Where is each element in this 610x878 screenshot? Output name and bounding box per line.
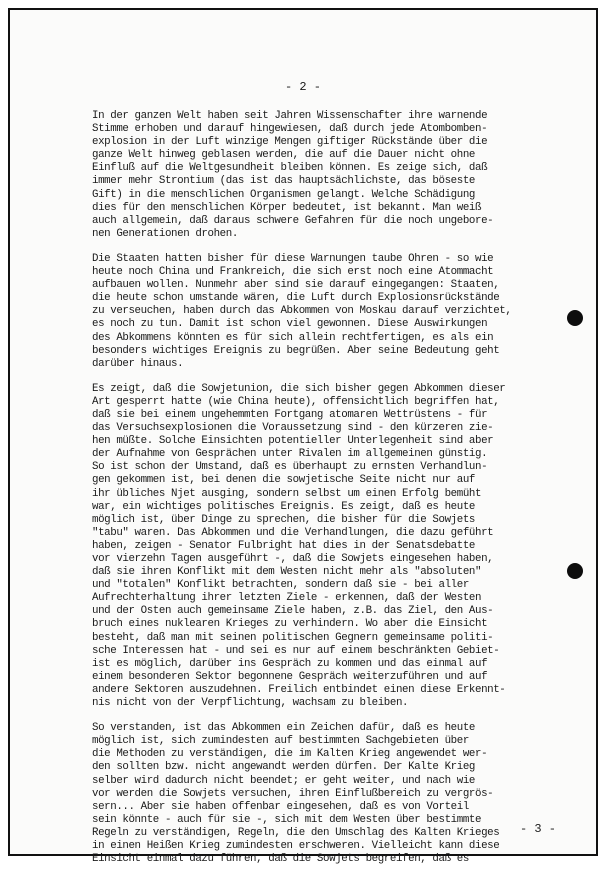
text-line: und der Osten auch gemeinsame Ziele haben, z.B. das Ziel, den Aus- bbox=[92, 605, 494, 618]
text-line: es noch zu tun. Damit ist schon viel gewonnen. Diese Auswirkungen bbox=[92, 318, 488, 331]
text-line: ganze Welt hinweg geblasen werden, die auf die Dauer nicht ohne bbox=[92, 149, 475, 162]
text-line: Aufrechterhaltung ihrer letzten Ziele - erkennen, daß der Westen bbox=[92, 592, 482, 605]
text-line: der Aufnahme von Gesprächen unter Rivalen im allgemeinen günstig. bbox=[92, 448, 488, 461]
text-line: hen müßte. Solche Einsichten potentieller Unterlegenheit sind aber bbox=[92, 435, 494, 448]
page-number-top: - 2 - bbox=[284, 80, 321, 94]
text-line: zu verseuchen, haben durch das Abkommen von Moskau darauf verzichtet, bbox=[92, 305, 512, 318]
text-line: Regeln zu verständigen, Regeln, die den Umschlag des Kalten Krieges bbox=[92, 826, 500, 839]
text-line: des Abkommens könnten es für sich allein rechtfertigen, es als ein bbox=[92, 331, 494, 344]
text-line: vor werden die Sowjets versuchen, ihren Einflußbereich zu vergrös- bbox=[92, 787, 494, 800]
text-line: ihr übliches Njet ausging, sondern selbst um einen Erfolg bemüht bbox=[92, 487, 482, 500]
text-line: besonders wichtiges Ereignis zu begrüßen. Aber seine Bedeutung geht bbox=[92, 344, 500, 357]
text-line: nis nicht von der Verpflichtung, wachsam zu bleiben. bbox=[92, 697, 409, 710]
text-line: Einfluß auf die Weltgesundheit bleiben können. Es zeige sich, daß bbox=[92, 162, 488, 175]
document-page bbox=[8, 8, 598, 866]
text-line: die Methoden zu verständigen, die im Kalten Krieg angewendet wer- bbox=[92, 748, 488, 761]
text-line: den sollten bzw. nicht angewandt werden dürfen. Der Kalte Krieg bbox=[92, 761, 475, 774]
text-line: selber wird dadurch nicht beendet; er geht weiter, und nach wie bbox=[92, 774, 475, 787]
text-line: Einsicht einmal dazu führen, daß die Sowjets begreifen, daß es bbox=[92, 853, 469, 866]
page-number-bottom: - 3 - bbox=[519, 822, 556, 836]
text-line: möglich ist, über Dinge zu sprechen, die bisher für die Sowjets bbox=[92, 513, 475, 526]
text-line: haben, zeigen - Senator Fulbright hat dies in der Senatsdebatte bbox=[92, 539, 475, 552]
text-line: aufbauen wollen. Nunmehr aber sind sie darauf eingegangen: Staaten, bbox=[92, 279, 500, 292]
text-line: explosion in der Luft winzige Mengen giftiger Rückstände über die bbox=[92, 136, 488, 149]
text-line: vor vierzehn Tagen ausgeführt -, daß die Sowjets eingesehen haben, bbox=[92, 553, 494, 565]
paragraph-4 bbox=[92, 722, 567, 866]
text-line: Es zeigt, daß die Sowjetunion, die sich bisher gegen Abkommen dieser bbox=[92, 382, 506, 395]
text-line: die heute schon umstande wären, die Luft durch Explosionsrückstände bbox=[92, 292, 500, 305]
text-line: in einen Heißen Krieg zumindesten erschweren. Vielleicht kann diese bbox=[92, 839, 500, 852]
text-line: Stimme erhoben und darauf hingewiesen, daß durch jede Atombomben- bbox=[92, 123, 488, 136]
text-line: daß sie bei einem ungehemmten Fortgang atomaren Wettrüstens - für bbox=[92, 408, 488, 421]
paragraph-2 bbox=[92, 253, 567, 371]
paragraph-3 bbox=[92, 383, 567, 710]
text-line: dies für den menschlichen Körper bedeutet, ist bekannt. Man weiß bbox=[92, 201, 482, 214]
text-line: bruch eines nuklearen Krieges zu verhindern. Wo aber die Einsicht bbox=[92, 618, 488, 631]
text-line: einem besonderen Sektor begonnene Gespräch weiterzuführen und auf bbox=[92, 670, 488, 683]
text-line: nen Generationen drohen. bbox=[92, 227, 238, 240]
body-text bbox=[92, 110, 567, 878]
text-line: Gift) in die menschlichen Organismen gelangt. Welche Schädigung bbox=[92, 188, 475, 201]
text-line: So verstanden, ist das Abkommen ein Zeichen dafür, daß es heute bbox=[92, 722, 475, 735]
text-line: war, ein wichtiges politisches Ereignis. Es zeigt, daß es heute bbox=[92, 500, 475, 513]
text-line: "tabu" waren. Das Abkommen und die Verhandlungen, die dazu geführt bbox=[92, 526, 494, 539]
text-line: immer mehr Strontium (das ist das hauptsächlichste, das böseste bbox=[92, 175, 475, 188]
text-line: andere Sektoren auszudehnen. Freilich entbindet einen diese Erkennt- bbox=[92, 683, 506, 696]
text-line: auch allgemein, daß daraus schwere Gefahren für die noch ungebore- bbox=[92, 214, 494, 227]
text-line: daß sie ihren Konflikt mit dem Westen nicht mehr als "absoluten" bbox=[92, 566, 482, 579]
text-line: gen gekommen ist, bei denen die sowjetische Seite nicht nur auf bbox=[92, 474, 475, 487]
text-line: ist es möglich, darüber ins Gespräch zu kommen und das einmal auf bbox=[92, 657, 488, 670]
text-line: heute noch China und Frankreich, die sich erst noch eine Atommacht bbox=[92, 266, 494, 279]
text-line: sche Interessen hat - und sei es nur auf einem beschränkten Gebiet- bbox=[92, 644, 500, 657]
text-line: Die Staaten hatten bisher für diese Warnungen taube Ohren - so wie bbox=[92, 252, 494, 265]
text-line: sern... Aber sie haben offenbar eingesehen, daß es von Vorteil bbox=[92, 800, 469, 813]
paragraph-1 bbox=[92, 110, 567, 241]
text-line: und "totalen" Konflikt betrachten, sondern daß sie - bei aller bbox=[92, 579, 469, 592]
text-line: Art gesperrt hatte (wie China heute), offensichtlich begriffen hat, bbox=[92, 395, 500, 408]
punch-hole-mark bbox=[567, 563, 583, 579]
text-line: sein könnte - auch für sie -, sich mit dem Westen über bestimmte bbox=[92, 813, 482, 826]
text-line: möglich ist, sich zumindesten auf bestimmten Sachgebieten über bbox=[92, 735, 469, 748]
punch-hole-mark bbox=[567, 310, 583, 326]
text-line: In der ganzen Welt haben seit Jahren Wissenschafter ihre warnende bbox=[92, 110, 488, 122]
text-line: das Versuchsexplosionen die Voraussetzung sind - den kürzeren zie- bbox=[92, 422, 494, 435]
text-line: besteht, daß man mit seinen politischen Gegnern gemeinsame politi- bbox=[92, 631, 494, 644]
text-line: So ist schon der Umstand, daß es überhaupt zu ernsten Verhandlun- bbox=[92, 461, 488, 474]
text-line: darüber hinaus. bbox=[92, 357, 184, 370]
